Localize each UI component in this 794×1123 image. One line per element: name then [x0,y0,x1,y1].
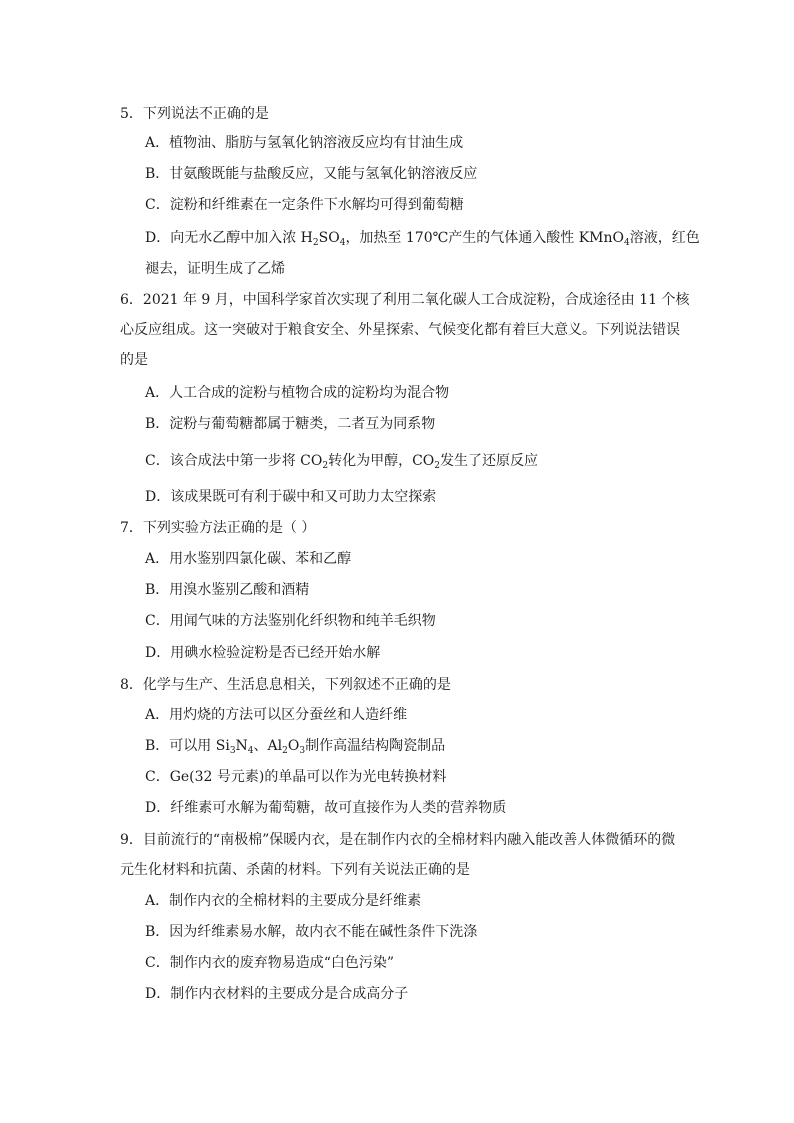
question-5-option-c: C．淀粉和纤维素在一定条件下水解均可得到葡萄糖 [145,197,464,213]
question-8-stem: 8．化学与生产、生活息息相关，下列叙述不正确的是 [120,677,451,693]
question-7-option-b: B．用溴水鉴别乙酸和酒精 [145,582,310,598]
question-6-stem-line-1: 6．2021 年 9 月，中国科学家首次实现了利用二氧化碳人工合成淀粉，合成途径由 11 个核 [120,292,690,308]
question-6-option-c: C．该合成法中第一步将 $CO_2$转化为甲醇，$CO_2$发生了还原反应 [145,453,539,471]
question-9-option-a: A．制作内衣的全棉材料的主要成分是纤维素 [145,893,422,909]
question-5-option-d: D．向无水乙醇中加入浓 $H_2SO_4$，加热至 170℃产生的气体通入酸性 KMnO$_4$溶液，红色 [145,230,700,248]
question-9-option-c: C．制作内衣的废弃物易造成“白色污染” [145,955,395,971]
question-5-option-a: A．植物油、脂肪与氢氧化钠溶液反应均有甘油生成 [145,135,464,151]
question-7-stem: 7．下列实验方法正确的是（ ） [120,520,316,536]
question-8-option-c: C．Ge(32 号元素)的单晶可以作为光电转换材料 [145,769,447,785]
question-6-stem-line-3: 的是 [120,352,148,368]
question-6-option-a: A．人工合成的淀粉与植物合成的淀粉均为混合物 [145,385,450,401]
question-7-option-d: D．用碘水检验淀粉是否已经开始水解 [145,645,381,661]
question-7-option-a: A．用水鉴别四氯化碳、苯和乙醇 [145,551,352,567]
question-6-option-d: D．该成果既可有利于碳中和又可助力太空探索 [145,489,437,505]
question-9-stem-line-2: 元生化材料和抗菌、杀菌的材料。下列有关说法正确的是 [120,862,470,878]
question-6-stem-line-2: 心反应组成。这一突破对于粮食安全、外星探索、气候变化都有着巨大意义。下列说法错误 [120,322,680,338]
question-5-stem: 5．下列说法不正确的是 [120,106,269,122]
question-8-option-b: B．可以用 $Si_3N_4$、$Al_2O_3$制作高温结构陶瓷制品 [145,738,446,756]
question-8-option-d: D．纤维素可水解为葡萄糖，故可直接作为人类的营养物质 [145,800,507,816]
question-7-option-c: C．用闻气味的方法鉴别化纤织物和纯羊毛织物 [145,613,436,629]
question-6-option-b: B．淀粉与葡萄糖都属于糖类，二者互为同系物 [145,416,436,432]
question-8-option-a: A．用灼烧的方法可以区分蚕丝和人造纤维 [145,707,408,723]
question-5-option-b: B．甘氨酸既能与盐酸反应，又能与氢氧化钠溶液反应 [145,166,478,182]
question-9-option-d: D．制作内衣材料的主要成分是合成高分子 [145,986,409,1002]
question-5-option-d-continued: 褪去，证明生成了乙烯 [145,261,285,277]
question-9-option-b: B．因为纤维素易水解，故内衣不能在碱性条件下洗涤 [145,924,478,940]
question-9-stem-line-1: 9．目前流行的“南极棉”保暖内衣，是在制作内衣的全棉材料内融入能改善人体微循环的微 [120,832,676,848]
